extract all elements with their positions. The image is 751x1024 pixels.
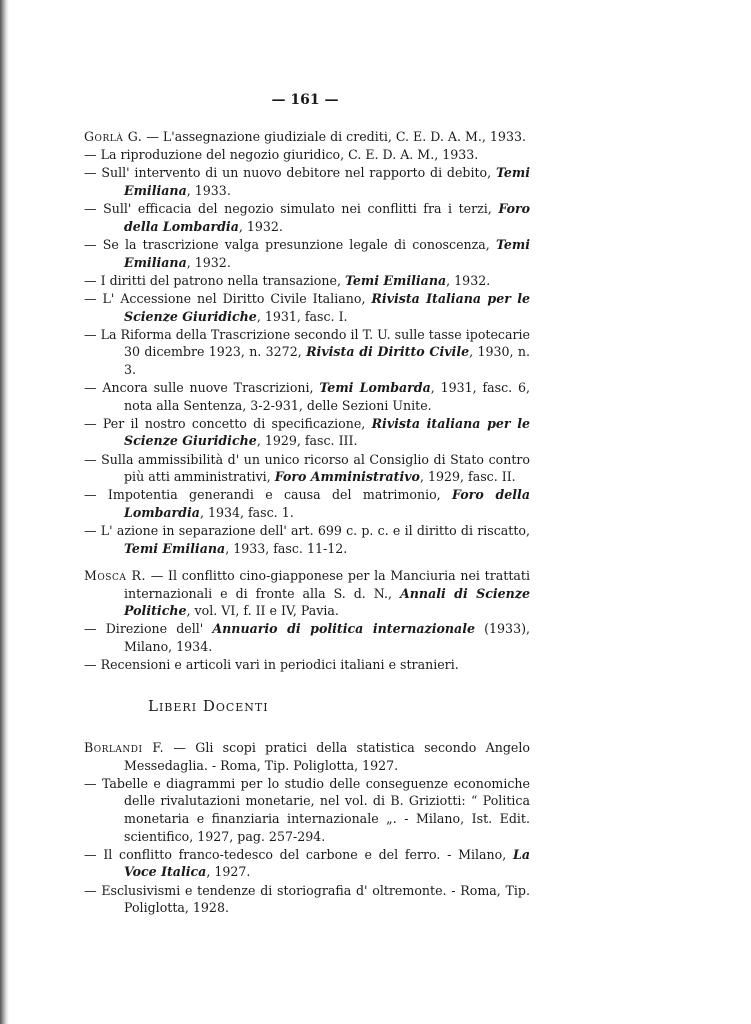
page-number: — 161 — (271, 92, 339, 108)
bibliography-entry (84, 882, 530, 917)
publication-title: Annali di Scienze Politiche (124, 585, 530, 619)
publication-title: Rivista di Diritto Civile (306, 344, 470, 360)
author-name: Gorlà G. (84, 129, 143, 144)
publication-title: Temi Lombarda (319, 380, 431, 396)
mosca-bibliography (84, 567, 530, 674)
entry-text: — L' azione in separazione dell' art. 699 c. p. c. e il diritto di riscatto, (84, 523, 530, 539)
bibliography-entry (84, 236, 530, 271)
entry-text: — Direzione dell' (84, 621, 213, 637)
entry-text: — Il conflitto cino-giapponese per la Manciuria nei trattati internazionali e di fronte alla S. d. N., (124, 568, 530, 601)
author-name: Mosca R. (84, 568, 147, 583)
publication-title: La Voce Italica (124, 846, 530, 880)
publication-title: Foro Amministrativo (274, 469, 420, 485)
borlandi-bibliography (84, 739, 530, 917)
entry-text: — Impotentia generandi e causa del matrimonio, (84, 487, 453, 503)
entry-text: , 1929, fasc. III. (256, 433, 358, 449)
entry-text: — Recensioni e articoli vari in periodici italiani e stranieri. (84, 657, 459, 673)
entry-text: , 1933, fasc. 11-12. (225, 540, 348, 556)
entry-text: , 1930, n. 3. (124, 344, 530, 377)
entry-text: — I diritti del patrono nella transazione, (84, 272, 345, 288)
entry-text: — Ancora sulle nuove Trascrizioni, (84, 380, 320, 396)
entry-text: , 1929, fasc. II. (419, 469, 516, 485)
entry-text: — Tabelle e diagrammi per lo studio delle conseguenze economiche delle rivalutazioni monetarie, nel vol. di B. Griziotti: “ Politica monetaria e finanziaria internazionale „. - Milano, Ist. Edit. scientifico, 1927, pag. 257-294. (84, 775, 530, 844)
entry-text: — L' Accessione nel Diritto Civile Italiano, (84, 290, 372, 306)
bibliography-entry (84, 451, 530, 486)
entry-text: — Sulla ammissibilità d' un unico ricorso al Consiglio di Stato contro più atti amministrativi, (84, 451, 530, 485)
bibliography-entry (84, 846, 530, 881)
bibliography-entry (84, 567, 530, 620)
publication-title: Annuario di politica internazionale (212, 621, 476, 637)
entry-text: — Il conflitto franco-tedesco del carbone e del ferro. - Milano, (84, 846, 513, 862)
entry-text: — Esclusivismi e tendenze di storiografia d' oltremonte. - Roma, Tip. Poliglotta, 1928. (84, 882, 530, 916)
entry-text: , 1932. (238, 218, 283, 234)
gorla-bibliography (84, 128, 530, 558)
entry-text: — Sull' intervento di un nuovo debitore nel rapporto di debito, (84, 165, 496, 181)
bibliography-entry (84, 522, 530, 557)
scan-edge (0, 0, 9, 1024)
entry-text: — Per il nostro concetto di specificazione, (84, 415, 372, 431)
publication-title: Foro della Lombardia (124, 201, 530, 234)
bibliography-entry (84, 164, 530, 199)
entry-text: (1933), Milano, 1934. (124, 621, 531, 654)
bibliography-entry (84, 146, 530, 164)
entry-text: , 1931, fasc. 6, nota alla Sentenza, 3-2-931, delle Sezioni Unite. (124, 380, 530, 413)
bibliography-entry (84, 128, 530, 146)
entry-text: , 1933. (186, 182, 231, 198)
entry-text: — La Riforma della Trascrizione secondo il T. U. sulle tasse ipotecarie 30 dicembre 1923, n. 3272, (84, 326, 530, 360)
entry-text: , 1927. (206, 864, 251, 880)
bibliography-entry (84, 290, 530, 325)
entry-text: — L'assegnazione giudiziale di crediti, C. E. D. A. M., 1933. (142, 129, 526, 144)
bibliography-entry (84, 272, 530, 290)
publication-title: Rivista italiana per le Scienze Giuridiche (124, 415, 530, 449)
publication-title: Temi Emiliana (344, 272, 447, 288)
publication-title: Temi Emiliana (124, 165, 530, 198)
entry-text: — La riproduzione del negozio giuridico, C. E. D. A. M., 1933. (84, 147, 479, 163)
section-heading: Liberi Docenti (148, 697, 269, 715)
entry-text: , vol. VI, f. II e IV, Pavia. (186, 603, 339, 619)
bibliography-entry (84, 656, 530, 674)
entry-text: — Se la trascrizione valga presunzione legale di conoscenza, (84, 236, 496, 252)
publication-title: Foro della Lombardia (124, 487, 530, 520)
bibliography-entry (84, 620, 530, 655)
bibliography-entry (84, 739, 530, 774)
publication-title: Temi Emiliana (124, 236, 530, 270)
entry-text: , 1932. (186, 254, 231, 270)
entry-text: , 1934, fasc. 1. (199, 505, 294, 520)
entry-text: — Gli scopi pratici della statistica secondo Angelo Messedaglia. - Roma, Tip. Poliglotta, 1927. (124, 740, 530, 773)
bibliography-entry (84, 415, 530, 450)
bibliography-entry (84, 379, 530, 414)
entry-text: , 1931, fasc. I. (256, 308, 348, 324)
entry-text: , 1932. (446, 272, 491, 288)
publication-title: Temi Emiliana (124, 540, 226, 556)
bibliography-entry (84, 326, 530, 379)
bibliography-entry (84, 486, 530, 521)
bibliography-entry (84, 775, 530, 845)
author-name: Borlandi F. (84, 740, 165, 755)
entry-text: — Sull' efficacia del negozio simulato nei conflitti fra i terzi, (84, 201, 499, 217)
publication-title: Rivista Italiana per le Scienze Giuridiche (124, 290, 530, 324)
bibliography-entry (84, 200, 530, 235)
